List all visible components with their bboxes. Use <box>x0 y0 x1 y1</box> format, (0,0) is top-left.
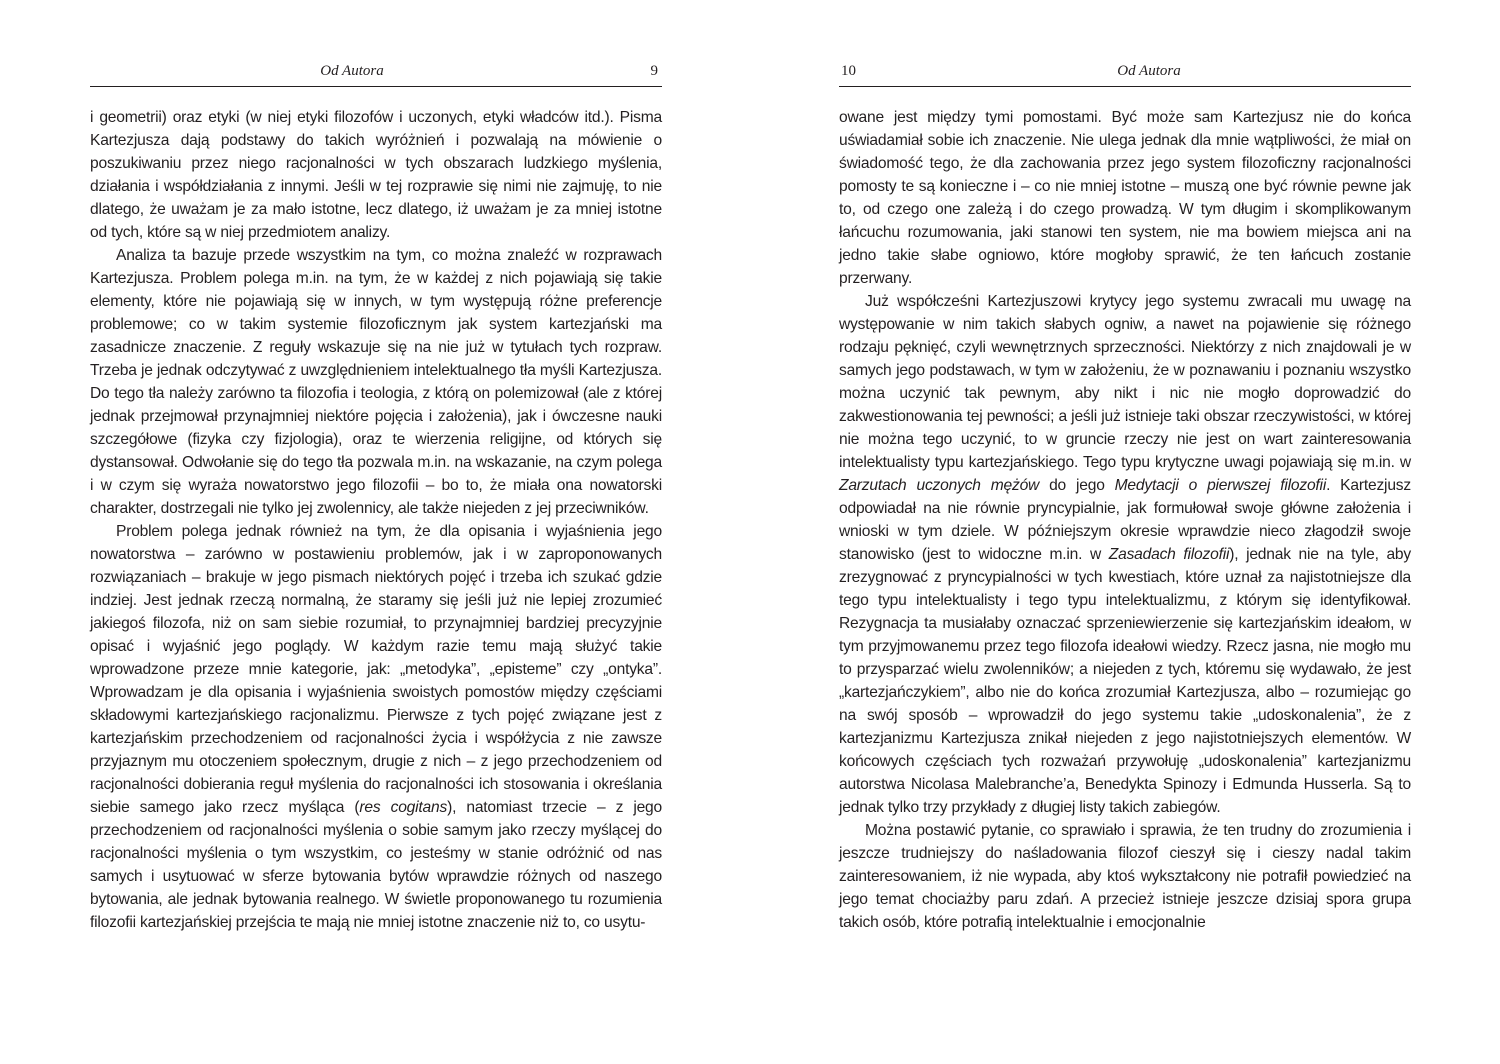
paragraph <box>839 290 1411 819</box>
header-title: Od Autora <box>320 63 384 79</box>
paragraph: Można postawić pytanie, co sprawiało i sprawia, że ten trudny do zrozumienia i jeszcze trudniejszy do naśladowania filozof cieszył się i cieszy nadal takim zainteresowaniem, iż nie wypada, aby ktoś wykształcony nie potrafił powiedzieć na jego temat chociażby paru zdań. A przecież istnieje jeszcze dzisiaj spora grupa takich osób, które potrafią intelektualnie i emocjonalnie <box>839 822 1411 931</box>
italic-title: Zasadach filozofii <box>1108 546 1230 563</box>
page-body-right <box>839 106 1411 934</box>
text-run: ), jednak nie na tyle, aby zrezygnować z pryncypialności w tych kwestiach, które uznał za najistotniejsze dla tego typu intelektualisty i tego typu intelektualizmu, z którym się identyfikował. Rezygnacja ta musiałaby oznaczać sprzeniewierzenie się kartezjańskim ideałom, w tym przyjmowanemu przez tego filozofa ideałowi wiedzy. Rzecz jasna, nie mogło mu to przysparzać wielu zwolenników; a niejeden z tych, któremu się wydawało, że jest „kartezjańczykiem”, albo nie do końca zrozumiał Kartezjusza, albo – rozumiejąc go na swój sposób – wprowadził do jego systemu takie „udoskonalenia”, że z kartezjanizmu Kartezjusza znikał niejeden z jego najistotniejszych elementów. W końcowych częściach tych rozważań przywołuję „udoskonalenia” kartezjanizmu autorstwa Nicolasa Malebranche’a, Benedykta Spinozy i Edmunda Husserla. Są to jednak tylko trzy przykłady z długiej listy takich zabiegów. <box>839 546 1411 816</box>
paragraph: i geometrii) oraz etyki (w niej etyki filozofów i uczonych, etyki władców itd.). Pisma Kartezjusza dają podstawy do takich wyróżnień i pozwalają na mówienie o poszukiwaniu przez niego racjonalności w tych obszarach ludzkiego myślenia, działania i współdziałania z innymi. Jeśli w tej rozprawie się nimi nie zajmuję, to nie dlatego, że uważam je za mało istotne, lecz dlatego, iż uważam je za mniej istotne od tych, które są w niej przedmiotem analizy. <box>90 109 662 241</box>
running-header-left <box>90 60 662 87</box>
text-run: Już współcześni Kartezjuszowi krytycy jego systemu zwracali mu uwagę na występowanie w nim takich słabych ogniw, a nawet na pojawienie się różnego rodzaju pęknięć, czyli wewnętrznych sprzeczności. Niektórzy z nich znajdowali je w samych jego podstawach, w tym w założeniu, że w poznawaniu i poznaniu wszystko można uczynić tak pewnym, aby nikt i nic nie mogło doprowadzić do zakwestionowania tej pewności; a jeśli już istnieje taki obszar rzeczywistości, w której nie można tego uczynić, to w gruncie rzeczy nie jest on wart zainteresowania intelektualisty typu kartezjańskiego. Tego typu krytyczne uwagi pojawiają się m.in. w <box>839 293 1411 471</box>
italic-title: Medytacji o pierwszej filozofii <box>1114 477 1327 494</box>
page-number: 10 <box>841 63 856 79</box>
page-body-left <box>90 106 662 934</box>
running-header-right <box>839 60 1411 87</box>
text-run: Problem polega jednak również na tym, że dla opisania i wyjaśnienia jego nowatorstwa – zarówno w postawieniu problemów, jak i w zaproponowanych rozwiązaniach – brakuje w jego pismach niektórych pojęć i trzeba ich szukać gdzie indziej. Jest jednak rzeczą normalną, że staramy się jeśli już nie lepiej zrozumieć jakiegoś filozofa, niż on sam siebie rozumiał, to przynajmniej bardziej precyzyjnie opisać i wyjaśnić jego poglądy. W każdym razie temu mają służyć takie wprowadzone przeze mnie kategorie, jak: „metodyka”, „episteme” czy „ontyka”. Wprowadzam je dla opisania i wyjaśnienia swoistych pomostów między częściami składowymi kartezjańskiego racjonalizmu. Pierwsze z tych pojęć związane jest z kartezjańskim przechodzeniem od racjonalności życia i współżycia z nie zawsze przyjaznym mu otoczeniem społecznym, drugie z nich – z jego przechodzeniem od racjonalności dobierania reguł myślenia do racjonalności ich stosowania i określania siebie samego jako rzecz myśląca ( <box>90 523 662 816</box>
paragraph: Analiza ta bazuje przede wszystkim na tym, co można znaleźć w rozprawach Kartezjusza. Problem polega m.in. na tym, że w każdej z nich pojawiają się takie elementy, które nie pojawiają się w innych, w tym występują różne preferencje problemowe; co w takim systemie filozoficznym jak system kartezjański ma zasadnicze znaczenie. Z reguły wskazuje się na nie już w tytułach tych rozpraw. Trzeba je jednak odczytywać z uwzględnieniem intelektualnego tła myśli Kartezjusza. Do tego tła należy zarówno ta filozofia i teologia, z którą on polemizował (ale z której jednak przejmował przynajmniej niektóre pojęcia i założenia), jak i ówczesne nauki szczegółowe (fizyka czy fizjologia), oraz te wierzenia religijne, od których się dystansował. Odwołanie się do tego tła pozwala m.in. na wskazanie, na czym polega i w czym się wyraża nowatorstwo jego filozofii – bo to, że miała ona nowatorski charakter, dostrzegali nie tylko jej zwolennicy, ale także niejeden z jej przeciwników. <box>90 247 662 517</box>
text-run: . Kartezjusz odpowiadał na nie równie pryncypialnie, jak formułował swoje główne założenia i wnioski w tym dziele. W późniejszym okresie wprawdzie nieco złagodził swoje stanowisko (jest to widoczne m.in. w <box>839 477 1411 563</box>
paragraph: owane jest między tymi pomostami. Być może sam Kartezjusz nie do końca uświadamiał sobie ich znaczenie. Nie ulega jednak dla mnie wątpliwości, że miał on świadomość tego, że dla zachowania przez jego system filozoficzny racjonalności pomosty te są konieczne i – co nie mniej istotne – muszą one być równie pewne jak to, od czego one zależą i do czego prowadzą. W tym długim i skomplikowanym łańcuchu rozumowania, jaki stanowi ten system, nie ma bowiem miejsca ani na jedno takie słabe ogniowo, które mogłoby sprawić, że ten łańcuch zostanie przerwany. <box>839 109 1411 287</box>
text-run: ), natomiast trzecie – z jego przechodzeniem od racjonalności myślenia o sobie samym jako rzeczy myślącej do racjonalności myślenia o tym wszystkim, co jesteśmy w stanie odróżnić od nas samych i usytuować w sferze bytowania bytów wprawdzie różnych od naszego bytowania, ale jednak bytowania realnego. W świetle proponowanego tu rozumienia filozofii kartezjańskiej przejścia te mają nie mniej istotne znaczenie niż to, co usytu- <box>90 799 663 931</box>
italic-term: res cogitans <box>359 799 448 816</box>
header-title: Od Autora <box>1117 63 1181 79</box>
italic-title: Zarzutach uczonych mężów <box>839 477 1040 494</box>
page-number: 9 <box>650 63 658 79</box>
text-run: do jego <box>1039 477 1115 494</box>
paragraph <box>90 520 662 934</box>
